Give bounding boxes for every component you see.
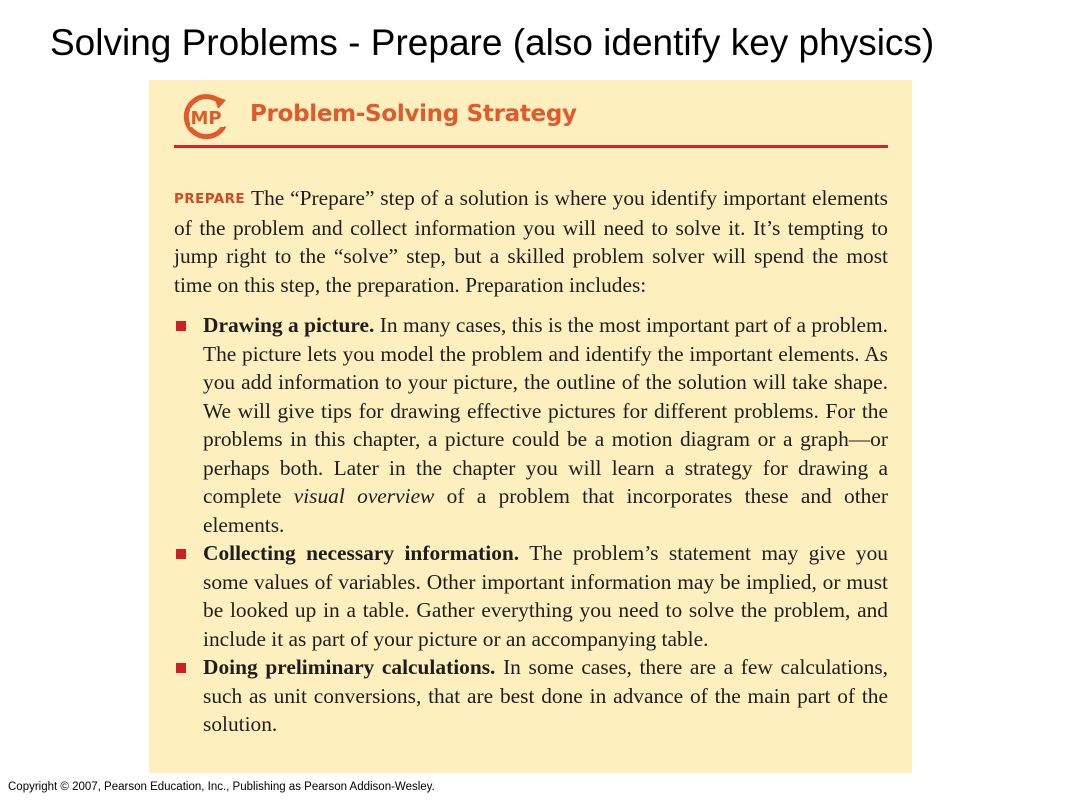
mp-logo-icon — [179, 94, 231, 142]
heading-divider — [174, 145, 888, 148]
bullet-square-icon — [176, 663, 186, 673]
prepare-label: PREPARE — [174, 191, 246, 207]
bullet-square-icon — [176, 321, 186, 331]
slide-title: Solving Problems - Prepare (also identify key physics) — [50, 22, 935, 63]
preparation-list — [174, 311, 888, 739]
bullet-text: In many cases, this is the most important part of a problem. The picture lets you model the problem and identify the important elements. As you add information to your picture, the outline of the solution will take shape. We will give tips for drawing effective pictures for different problems. For the problems in this chapter, a picture could be a motion diagram or a graph—or perhaps both. Later in the chapter you will learn a strategy for drawing a complete — [203, 313, 888, 508]
strategy-heading: Problem-Solving Strategy — [250, 101, 577, 127]
bullet-emphasis: visual overview — [293, 484, 435, 508]
bullet-text: The problem’s statement may give you some values of variables. Other important information may be implied, or must be looked up in a table. Gather everything you need to solve the problem, and include it as part of your picture or an accompanying table. — [203, 541, 888, 651]
intro-text: The “Prepare” step of a solution is where you identify important elements of the problem and collect information you will need to solve it. It’s tempting to jump right to the “solve” step, but a skilled problem solver will spend the most time on this step, the preparation. Preparation includes: — [174, 186, 888, 297]
copyright-footer: Copyright © 2007, Pearson Education, Inc., Publishing as Pearson Addison-Wesley. — [8, 781, 435, 793]
list-item — [174, 539, 888, 653]
bullet-heading: Collecting necessary information. — [203, 541, 520, 565]
logo-text: MP — [190, 108, 222, 129]
list-item — [174, 311, 888, 539]
strategy-body — [174, 184, 888, 739]
strategy-panel — [149, 80, 912, 773]
bullet-square-icon — [176, 549, 186, 559]
bullet-heading: Doing preliminary calculations. — [203, 655, 496, 679]
list-item — [174, 653, 888, 739]
bullet-text: In some cases, there are a few calculations, such as unit conversions, that are best done in advance of the main part of the solution. — [203, 655, 888, 736]
bullet-heading: Drawing a picture. — [203, 313, 375, 337]
bullet-text: of a problem that incorporates these and other elements. — [203, 484, 888, 537]
intro-paragraph — [174, 184, 888, 299]
